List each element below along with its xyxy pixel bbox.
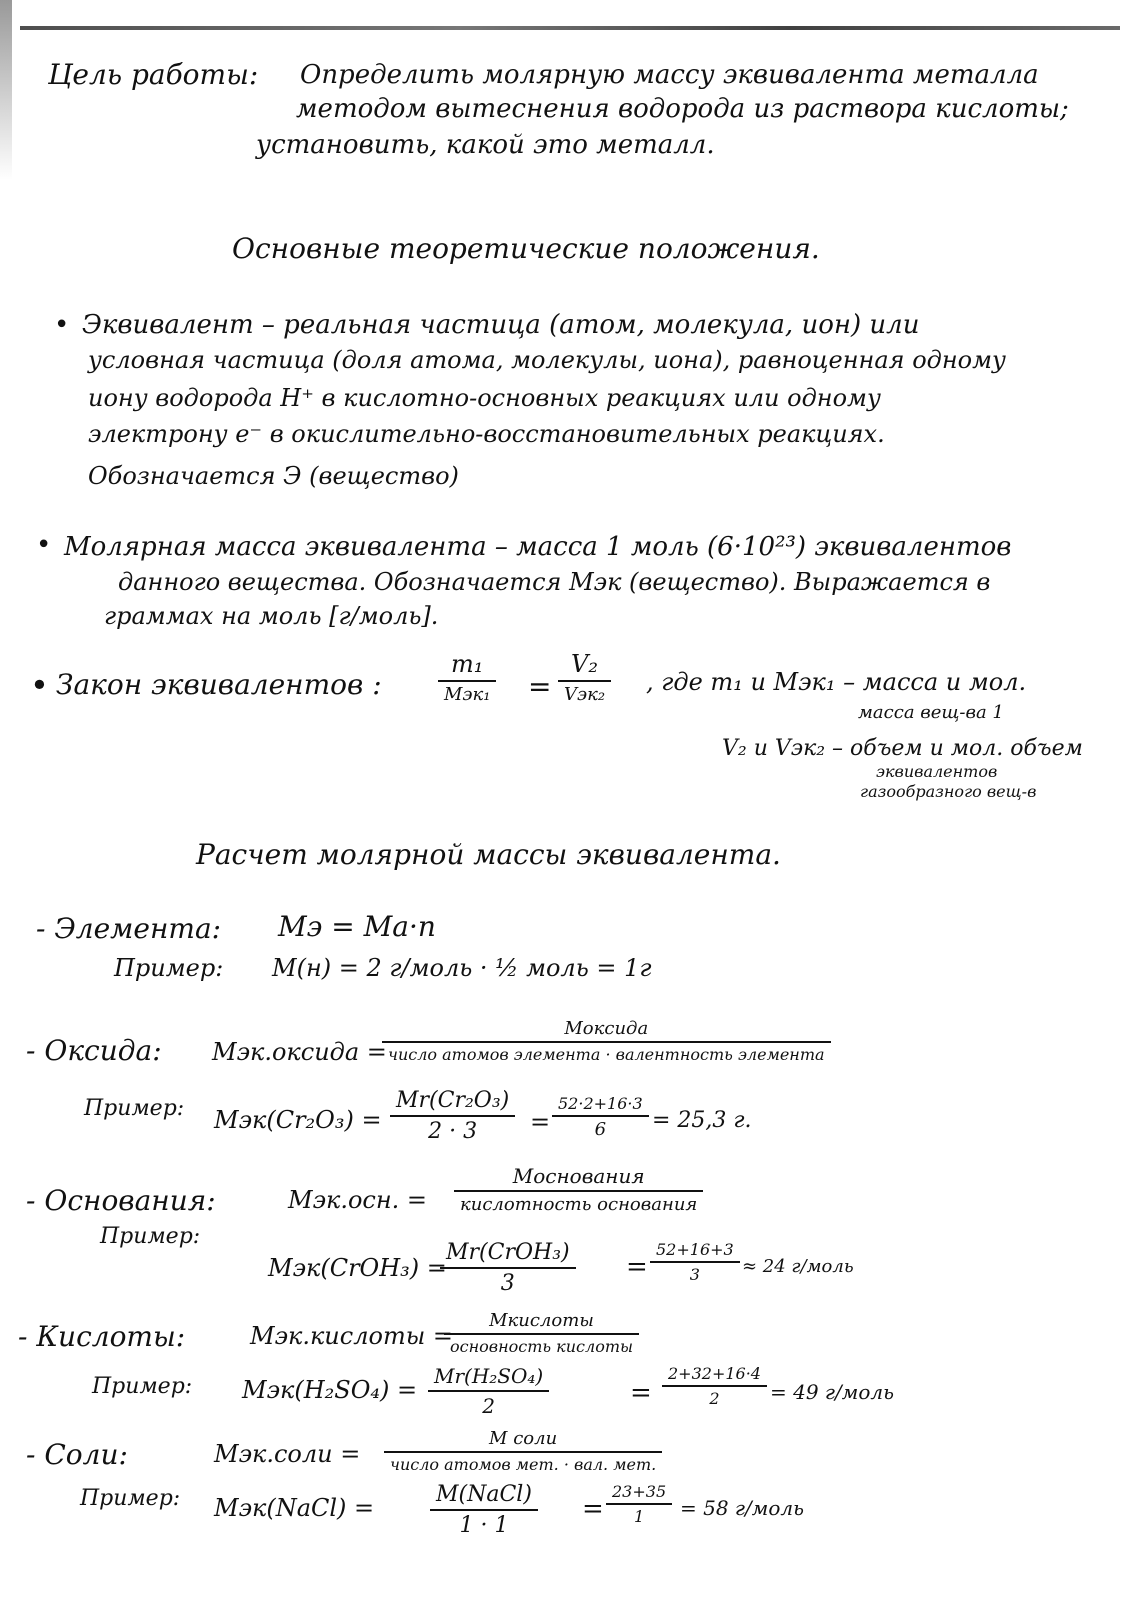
oxide-den: число атомов элемента · валентность элемента [388,1045,825,1064]
law-fraction-1 [438,650,496,705]
law-den-1: Mэк₁ [444,684,491,705]
element-label: - Элемента: [36,912,222,945]
law-label: Закон эквивалентов : [56,668,382,701]
salt-example-eq: = [582,1494,604,1524]
goal-label: Цель работы: [48,58,259,91]
law-v-line-1: V₂ и Vэк₂ – объем и мол. объем [722,736,1083,761]
law-v-line-2: эквивалентов [876,762,998,781]
base-example-fraction [440,1240,576,1296]
calc-heading: Расчет молярной массы эквивалента. [196,838,781,871]
acid-example-fraction-2 [662,1364,767,1408]
law-num-1: m₁ [451,650,484,678]
base-example-den: 3 [500,1271,515,1296]
oxide-lhs: Mэк.оксида = [212,1038,387,1066]
salt-label: - Соли: [26,1438,128,1471]
equivalent-line-1: Эквивалент – реальная частица (атом, молекула, ион) или [82,310,920,340]
acid-example-result: = 49 г/моль [770,1380,895,1404]
base-den: кислотность основания [460,1194,698,1215]
goal-line-2: методом вытеснения водорода из раствора кислоты; [296,94,1069,124]
equivalent-line-5: Обозначается Э (вещество) [88,462,459,490]
equivalent-line-4: электрону e⁻ в окислительно-восстановительных реакциях. [88,420,885,448]
base-example-eq: = [626,1252,648,1282]
oxide-fraction [382,1018,831,1064]
equivalent-line-3: иону водорода H⁺ в кислотно-основных реакциях или одному [88,384,881,412]
acid-example-den: 2 [482,1394,495,1418]
salt-example-den: 1 · 1 [459,1513,509,1538]
page-edge-shadow [20,26,1120,30]
oxide-example-result: = 25,3 г. [652,1108,752,1133]
bullet-dot: • [36,530,52,560]
base-fraction [454,1164,703,1215]
oxide-example-den-2: 6 [594,1119,607,1140]
salt-example-den-2: 1 [633,1507,645,1526]
salt-example-label: Пример: [80,1486,181,1511]
oxide-label: - Оксида: [26,1034,162,1067]
goal-line-3: установить, какой это металл. [256,130,715,160]
oxide-example-num: Mr(Cr₂O₃) [396,1088,510,1113]
element-example-label: Пример: [114,954,224,982]
acid-den: основность кислоты [450,1337,634,1356]
oxide-example-fraction [390,1088,515,1144]
oxide-example-den: 2 · 3 [428,1119,478,1144]
acid-lhs: Mэк.кислоты = [250,1322,453,1350]
oxide-example-eq: = [530,1108,551,1136]
acid-example-fraction [428,1364,549,1418]
bullet-dot: • [54,310,70,340]
base-example-lhs: Mэк(CrOH₃) = [268,1254,447,1282]
law-where-2: масса вещ-ва 1 [858,702,1004,723]
element-formula: Mэ = Mа·n [278,910,436,943]
acid-example-label: Пример: [92,1374,193,1399]
acid-example-den-2: 2 [709,1389,720,1408]
oxide-num: Mоксида [564,1018,649,1039]
salt-fraction [384,1428,662,1474]
acid-label: - Кислоты: [18,1320,186,1353]
molar-mass-line-2: данного вещества. Обозначается Mэк (вещество). Выражается в [118,568,991,596]
salt-example-lhs: Mэк(NaCl) = [214,1494,375,1522]
salt-example-result: = 58 г/моль [680,1496,805,1520]
page-edge-left-shadow [0,0,12,180]
law-v-line-3: газообразного вещ-в [860,782,1037,801]
acid-num: Mкислоты [489,1310,594,1331]
law-fraction-2 [558,650,611,705]
oxide-example-fraction-2 [552,1094,649,1140]
law-num-2: V₂ [571,650,598,678]
salt-example-fraction [430,1482,538,1538]
base-example-result: ≈ 24 г/моль [742,1256,854,1277]
molar-mass-line-3: граммах на моль [г/моль]. [104,602,439,630]
law-equals: = [528,670,552,703]
base-example-den-2: 3 [689,1265,700,1284]
equivalent-line-2: условная частица (доля атома, молекулы, иона), равноценная одному [88,346,1006,374]
goal-line-1: Определить молярную массу эквивалента металла [300,60,1039,90]
base-num: Mоснования [512,1164,645,1188]
acid-example-num-2: 2+32+16·4 [668,1364,761,1383]
salt-lhs: Mэк.соли = [214,1440,361,1468]
oxide-example-label: Пример: [84,1096,185,1121]
acid-example-eq: = [630,1378,652,1408]
salt-example-num-2: 23+35 [612,1482,667,1501]
base-example-fraction-2 [650,1240,740,1284]
salt-example-fraction-2 [606,1482,672,1526]
theory-heading: Основные теоретические положения. [232,232,820,265]
acid-example-lhs: Mэк(H₂SO₄) = [242,1376,418,1404]
base-example-num: Mr(CrOH₃) [446,1240,570,1265]
salt-num: M соли [489,1428,558,1449]
base-example-num-2: 52+16+3 [656,1240,734,1259]
base-example-label: Пример: [100,1224,201,1249]
oxide-example-lhs: Mэк(Cr₂O₃) = [214,1106,382,1134]
law-where: , где m₁ и Mэк₁ – масса и мол. [646,668,1027,696]
oxide-example-num-2: 52·2+16·3 [558,1094,643,1113]
acid-fraction [444,1310,639,1356]
salt-example-num: M(NaCl) [436,1482,532,1507]
salt-den: число атомов мет. · вал. мет. [390,1455,657,1474]
law-den-2: Vэк₂ [564,684,606,705]
base-lhs: Mэк.осн. = [288,1186,428,1214]
molar-mass-line-1: Молярная масса эквивалента – масса 1 моль (6·10²³) эквивалентов [64,532,1012,562]
base-label: - Основания: [26,1184,216,1217]
element-example: M(н) = 2 г/моль · ½ моль = 1г [272,954,652,982]
acid-example-num: Mr(H₂SO₄) [434,1364,544,1388]
bullet-dot: • [30,666,49,704]
